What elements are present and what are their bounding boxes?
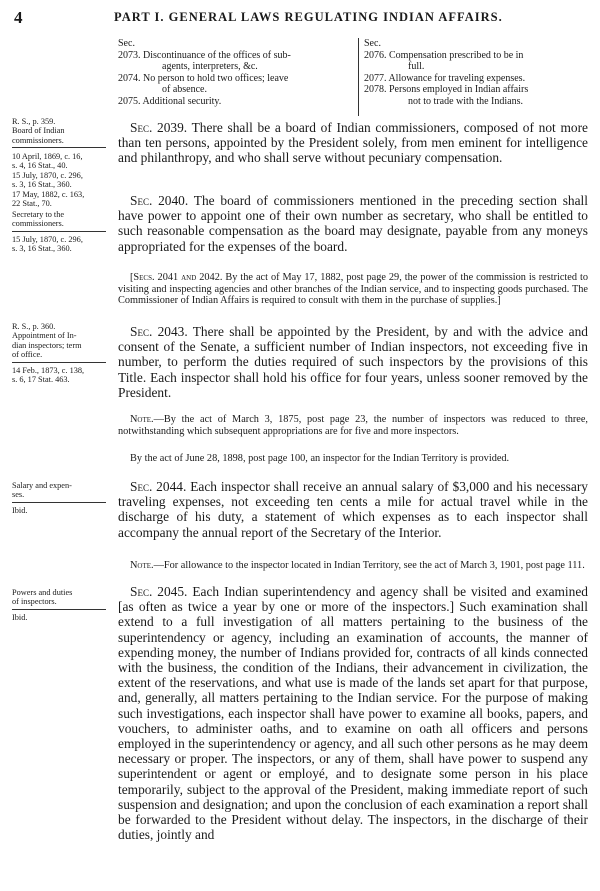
- section-index-entry-cont: agents, interpreters, &c.: [162, 61, 258, 73]
- page-header: [14, 8, 586, 30]
- note-sections-2041-2042: [Secs. 2041 and 2042. By the act of May 17, 1882, post page 29, the power of the commission is restricted to visiting and inspecting agencies and other branches of the Indian service, and to inspecting goods purchased. The Commissioner of Indian Affairs is required to consult with them in the purchase of supplies.]: [118, 272, 589, 307]
- section-index-heading: Sec.: [118, 38, 135, 49]
- section-index: [118, 38, 586, 118]
- section-2045: Sec. 2045. Each Indian superintendency and agency shall be visited and examined [as often as twice a year by one or more of the inspectors.] Such examination shall extend to a full investigation of all matters pertaining to the business of the superintendency or agency, including an examination of accounts, the manner of expending money, the number of Indians provided for, contracts of all kinds connected with the business, the condition of the Indians, their advancement in civilization, the extent of the reservations, and what use is made of the lands set apart for that purpose, and, generally, all matters pertaining to the Indian service. For the purpose of making such investigations, each inspector shall have power to examine all books, papers, and vouchers, to administer oaths, and to examine on oath all officers and persons employed in the superintendency or agency, and all such other persons as he may deem necessary or proper. The inspectors, or any of them, shall have power to suspend any superintendent or agent or employé, and to designate some person in his place temporarily, subject to the approval of the President, making immediate report of such suspension and designation; and upon the conclusion of each examination a report shall be forwarded to the President without delay. The inspectors, in the discharge of their duties, jointly and: [118, 584, 588, 843]
- section-index-right: [358, 38, 592, 116]
- margin-rule: [12, 231, 106, 232]
- section-2040: Sec. 2040. The board of commissioners mentioned in the preceding section shall have power to appoint one of their own number as secretary, who shall be entitled to such reasonable compensation as the board may designate, payable from any moneys appropriated for the expenses of the board.: [118, 193, 588, 254]
- margin-rule: [12, 362, 106, 363]
- margin-rule: [12, 502, 106, 503]
- running-head: PART I. GENERAL LAWS REGULATING INDIAN AFFAIRS.: [114, 10, 503, 24]
- margin-note: Ibid.: [12, 613, 28, 622]
- section-index-entry-cont: of absence.: [162, 84, 207, 96]
- section-index-entry: 2075. Additional security.: [118, 95, 222, 107]
- section-2043: Sec. 2043. There shall be appointed by the President, by and with the advice and consent of the Senate, a sufficient number of Indian inspectors, not exceeding five in number, to perform the duties required of such inspectors by the provisions of this Title. Each inspector shall hold his office for four years, unless sooner removed by the President.: [118, 324, 588, 400]
- section-index-entry: 2078. Persons employed in Indian affairs: [364, 84, 529, 96]
- section-index-left: [118, 38, 353, 108]
- margin-note: Salary and expen- ses.: [12, 481, 112, 505]
- margin-rule: [12, 147, 106, 148]
- note-inspectors-number: Note.—By the act of March 3, 1875, post page 23, the number of inspectors was reduced to three, notwithstanding which subsequent appropriations are for five and more inspectors.: [118, 414, 588, 437]
- margin-note: R. S., p. 359. Board of Indian commissioners.: [12, 117, 112, 150]
- section-2044: Sec. 2044. Each inspector shall receive an annual salary of $3,000 and his necessary traveling expenses, not exceeding ten cents a mile for actual travel while in the discharge of his duty, a statement of which expenses as to each inspector shall accompany the annual report of the Secretary of the Interior.: [118, 479, 588, 540]
- margin-note: Ibid.: [12, 506, 28, 515]
- margin-note: Powers and duties of inspectors.: [12, 588, 112, 612]
- margin-note: 15 July, 1870, c. 296, s. 3, 16 Stat., 360.: [12, 235, 83, 254]
- section-index-entry: 2073. Discontinuance of the offices of sub-: [118, 49, 291, 61]
- section-index-entry-cont: not to trade with the Indians.: [408, 95, 523, 107]
- page-number: 4: [14, 8, 23, 27]
- section-index-entry-cont: full.: [408, 61, 425, 73]
- section-index-heading: Sec.: [364, 38, 381, 49]
- margin-rule: [12, 609, 106, 610]
- margin-note: 10 April, 1869, c. 16, s. 4, 16 Stat., 40. 15 July, 1870, c. 296, s. 3, 16 Stat., 360. 17 May, 1882, c. 163, 22 Stat., 70.: [12, 152, 85, 209]
- section-index-entry: 2076. Compensation prescribed to be in: [364, 49, 524, 61]
- section-index-entry: 2074. No person to hold two offices; leave: [118, 72, 289, 84]
- margin-note: 14 Feb., 1873, c. 138, s. 6, 17 Stat. 463.: [12, 366, 85, 385]
- note-inspector-allowance: Note.—For allowance to the inspector located in Indian Territory, see the act of March 3, 1901, post page 111.: [130, 560, 585, 571]
- section-2039: Sec. 2039. There shall be a board of Indian commissioners, composed of not more than ten persons, appointed by the President solely, from men eminent for intelligence and philanthropy, and who shall serve without pecuniary compensation.: [118, 120, 588, 166]
- section-index-entry: 2077. Allowance for traveling expenses.: [364, 72, 526, 84]
- margin-note: R. S., p. 360. Appointment of In- dian inspectors; term of office.: [12, 322, 112, 365]
- note-indian-territory-inspector: By the act of June 28, 1898, post page 100, an inspector for the Indian Territory is provided.: [130, 453, 510, 464]
- margin-note: Secretary to the commissioners.: [12, 210, 112, 234]
